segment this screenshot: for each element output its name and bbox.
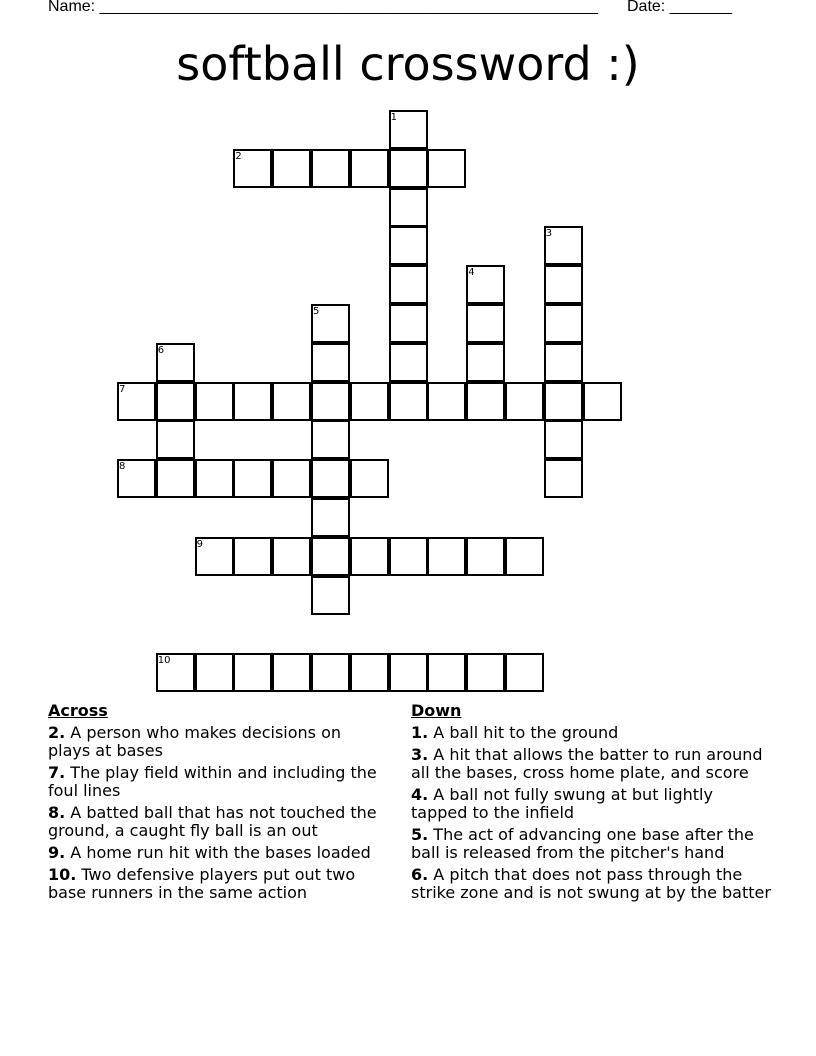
grid-cell[interactable] <box>466 382 505 421</box>
grid-cell[interactable] <box>233 537 272 576</box>
grid-cell[interactable] <box>389 265 428 304</box>
grid-cell[interactable] <box>583 382 622 421</box>
down-clue <box>411 826 771 862</box>
down-clue <box>411 786 771 822</box>
grid-cell[interactable] <box>350 537 389 576</box>
clue-text: A batted ball that has not touched the ground, a caught fly ball is an out <box>48 803 377 840</box>
grid-cell[interactable] <box>544 382 583 421</box>
clue-number: 1. <box>411 723 429 742</box>
grid-cell[interactable] <box>311 149 350 188</box>
grid-cell[interactable] <box>505 382 544 421</box>
across-clue <box>48 724 388 760</box>
down-heading: Down <box>411 701 462 720</box>
grid-cell[interactable] <box>311 537 350 576</box>
clue-text: The act of advancing one base after the ball is released from the pitcher's hand <box>411 825 754 862</box>
across-heading: Across <box>48 701 108 720</box>
grid-cell[interactable] <box>311 498 350 537</box>
down-clue-list <box>411 724 771 902</box>
clue-number: 8. <box>48 803 66 822</box>
clue-text: The play field within and including the foul lines <box>48 763 377 800</box>
date-field-label: Date: _______ <box>627 0 732 15</box>
page-title: softball crossword :) <box>176 37 640 91</box>
across-clue <box>48 866 388 902</box>
grid-cell[interactable] <box>466 537 505 576</box>
grid-cell[interactable] <box>272 653 311 692</box>
grid-cell[interactable] <box>350 149 389 188</box>
clue-number: 2 <box>235 150 242 162</box>
clue-number: 1 <box>390 112 397 123</box>
clue-number: 5 <box>313 306 320 317</box>
grid-cell[interactable] <box>272 537 311 576</box>
clue-number: 4 <box>468 267 475 279</box>
grid-cell[interactable] <box>156 382 195 421</box>
grid-cell[interactable] <box>233 459 272 498</box>
clue-number: 6 <box>157 344 165 356</box>
grid-cell[interactable] <box>156 459 195 498</box>
clue-number: 9. <box>48 843 66 862</box>
grid-cell[interactable] <box>466 653 505 692</box>
grid-cell[interactable] <box>389 226 428 265</box>
grid-cell[interactable] <box>389 653 428 692</box>
clue-number: 10 <box>157 655 171 667</box>
grid-cell[interactable] <box>389 537 428 576</box>
grid-cell[interactable] <box>350 382 389 421</box>
down-clue <box>411 866 771 902</box>
grid-cell[interactable] <box>427 537 466 576</box>
clue-text: Two defensive players put out two base runners in the same action <box>48 865 356 902</box>
grid-cell[interactable] <box>544 265 583 304</box>
grid-cell[interactable] <box>311 382 350 421</box>
clue-number: 7 <box>119 383 126 395</box>
grid-cell[interactable] <box>466 304 505 343</box>
grid-cell[interactable] <box>311 420 350 459</box>
clue-number: 3 <box>545 228 553 240</box>
grid-cell[interactable] <box>195 459 234 498</box>
across-clue-list <box>48 724 388 902</box>
grid-cell[interactable] <box>427 382 466 421</box>
grid-cell[interactable] <box>389 188 428 227</box>
across-clue <box>48 804 388 840</box>
grid-cell[interactable] <box>311 576 350 615</box>
grid-cell[interactable] <box>389 304 428 343</box>
grid-cell[interactable] <box>272 149 311 188</box>
grid-cell[interactable] <box>505 653 544 692</box>
grid-cell[interactable] <box>389 149 428 188</box>
grid-cell[interactable] <box>350 653 389 692</box>
across-clue <box>48 844 388 862</box>
grid-cell[interactable] <box>389 382 428 421</box>
clue-text: A pitch that does not pass through the strike zone and is not swung at by the batter <box>411 865 771 902</box>
grid-cell[interactable] <box>466 343 505 382</box>
clue-text: A hit that allows the batter to run around all the bases, cross home plate, and score <box>411 745 763 782</box>
grid-cell[interactable] <box>311 343 350 382</box>
clue-number: 9 <box>196 538 203 550</box>
across-clue <box>48 764 388 800</box>
down-clue <box>411 746 771 782</box>
clue-text: A ball hit to the ground <box>428 723 619 742</box>
grid-cell[interactable] <box>427 653 466 692</box>
grid-cell[interactable] <box>427 149 466 188</box>
clue-text: A home run hit with the bases loaded <box>65 843 371 862</box>
grid-cell[interactable] <box>389 343 428 382</box>
clue-number: 6. <box>411 865 429 884</box>
grid-cell[interactable] <box>272 382 311 421</box>
grid-cell[interactable] <box>233 382 272 421</box>
grid-cell[interactable] <box>544 343 583 382</box>
clue-number: 7. <box>48 763 66 782</box>
grid-cell[interactable] <box>505 537 544 576</box>
clue-text: A ball not fully swung at but lightly tapped to the infield <box>411 785 713 822</box>
clue-number: 10. <box>48 865 77 884</box>
grid-cell[interactable] <box>195 653 234 692</box>
clue-number: 8 <box>119 461 126 473</box>
down-clue <box>411 724 771 742</box>
clue-text: A person who makes decisions on plays at bases <box>48 723 342 760</box>
grid-cell[interactable] <box>544 459 583 498</box>
grid-cell[interactable] <box>350 459 389 498</box>
grid-cell[interactable] <box>311 653 350 692</box>
down-clues <box>411 702 771 906</box>
grid-cell[interactable] <box>156 420 195 459</box>
grid-cell[interactable] <box>272 459 311 498</box>
clue-number: 3. <box>411 745 429 764</box>
grid-cell[interactable] <box>233 653 272 692</box>
across-clues <box>48 702 388 906</box>
clue-number: 2. <box>48 723 66 742</box>
grid-cell[interactable] <box>311 459 350 498</box>
grid-cell[interactable] <box>195 382 234 421</box>
grid-cell[interactable] <box>544 420 583 459</box>
name-field-label: Name: ________________________________________________________ <box>48 0 598 15</box>
grid-cell[interactable] <box>544 304 583 343</box>
clue-number: 5. <box>411 825 429 844</box>
clue-number: 4. <box>411 785 429 804</box>
